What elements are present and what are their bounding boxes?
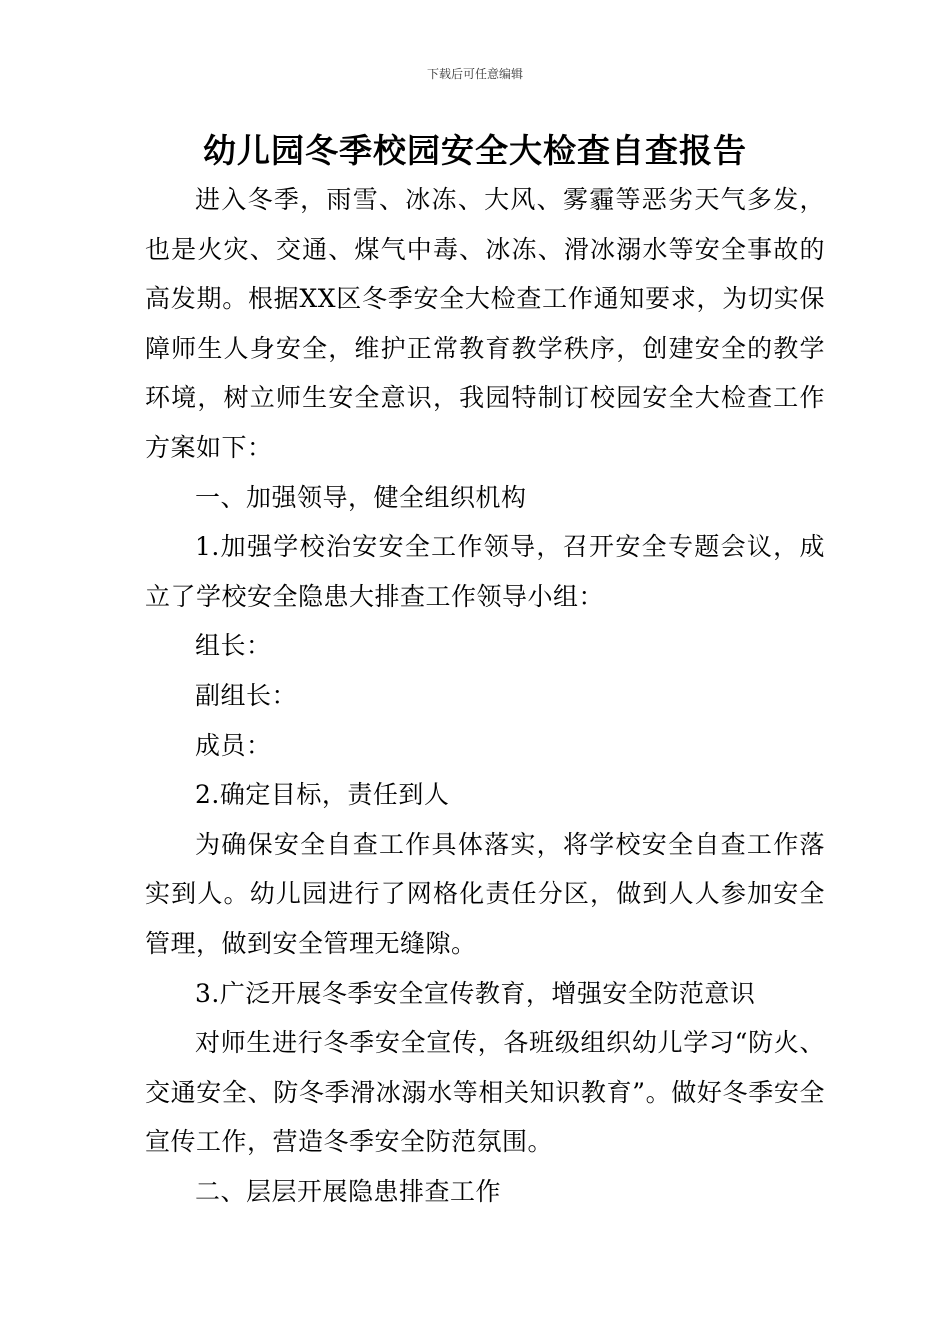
paragraph-item-2-body: 为确保安全自查工作具体落实，将学校安全自查工作落实到人。幼儿园进行了网格化责任分区，做到人人参加安全管理，做到安全管理无缝隙。 (145, 829, 825, 958)
paragraph-item-1: 1.加强学校治安安全工作领导，召开安全专题会议，成立了学校安全隐患大排查工作领导小组： (145, 532, 825, 611)
paragraph-item-3-heading: 3.广泛开展冬季安全宣传教育，增强安全防范意识 (195, 978, 756, 1008)
document-body (145, 175, 825, 1216)
paragraph-item-3-body: 对师生进行冬季安全宣传，各班级组织幼儿学习“防火、交通安全、防冬季滑冰溺水等相关知识教育”。做好冬季安全宣传工作，营造冬季安全防范氛围。 (145, 1028, 825, 1157)
document-title: 幼儿园冬季校园安全大检查自查报告 (203, 131, 747, 170)
group-leader-line: 组长： (195, 631, 272, 661)
members-line: 成员： (195, 730, 272, 760)
header-note: 下载后可任意编辑 (426, 67, 523, 81)
section-heading-1: 一、加强领导，健全组织机构 (195, 482, 527, 512)
section-heading-2: 二、层层开展隐患排查工作 (195, 1176, 502, 1206)
deputy-leader-line: 副组长： (195, 680, 298, 710)
paragraph-intro: 进入冬季，雨雪、冰冻、大风、雾霾等恶劣天气多发，也是火灾、交通、煤气中毒、冰冻、滑冰溺水等安全事故的高发期。根据XX区冬季安全大检查工作通知要求，为切实保障师生人身安全，维护正常教育教学秩序，创建安全的教学环境，树立师生安全意识，我园特制订校园安全大检查工作方案如下： (145, 185, 825, 462)
paragraph-item-2-heading: 2.确定目标，责任到人 (195, 780, 450, 810)
